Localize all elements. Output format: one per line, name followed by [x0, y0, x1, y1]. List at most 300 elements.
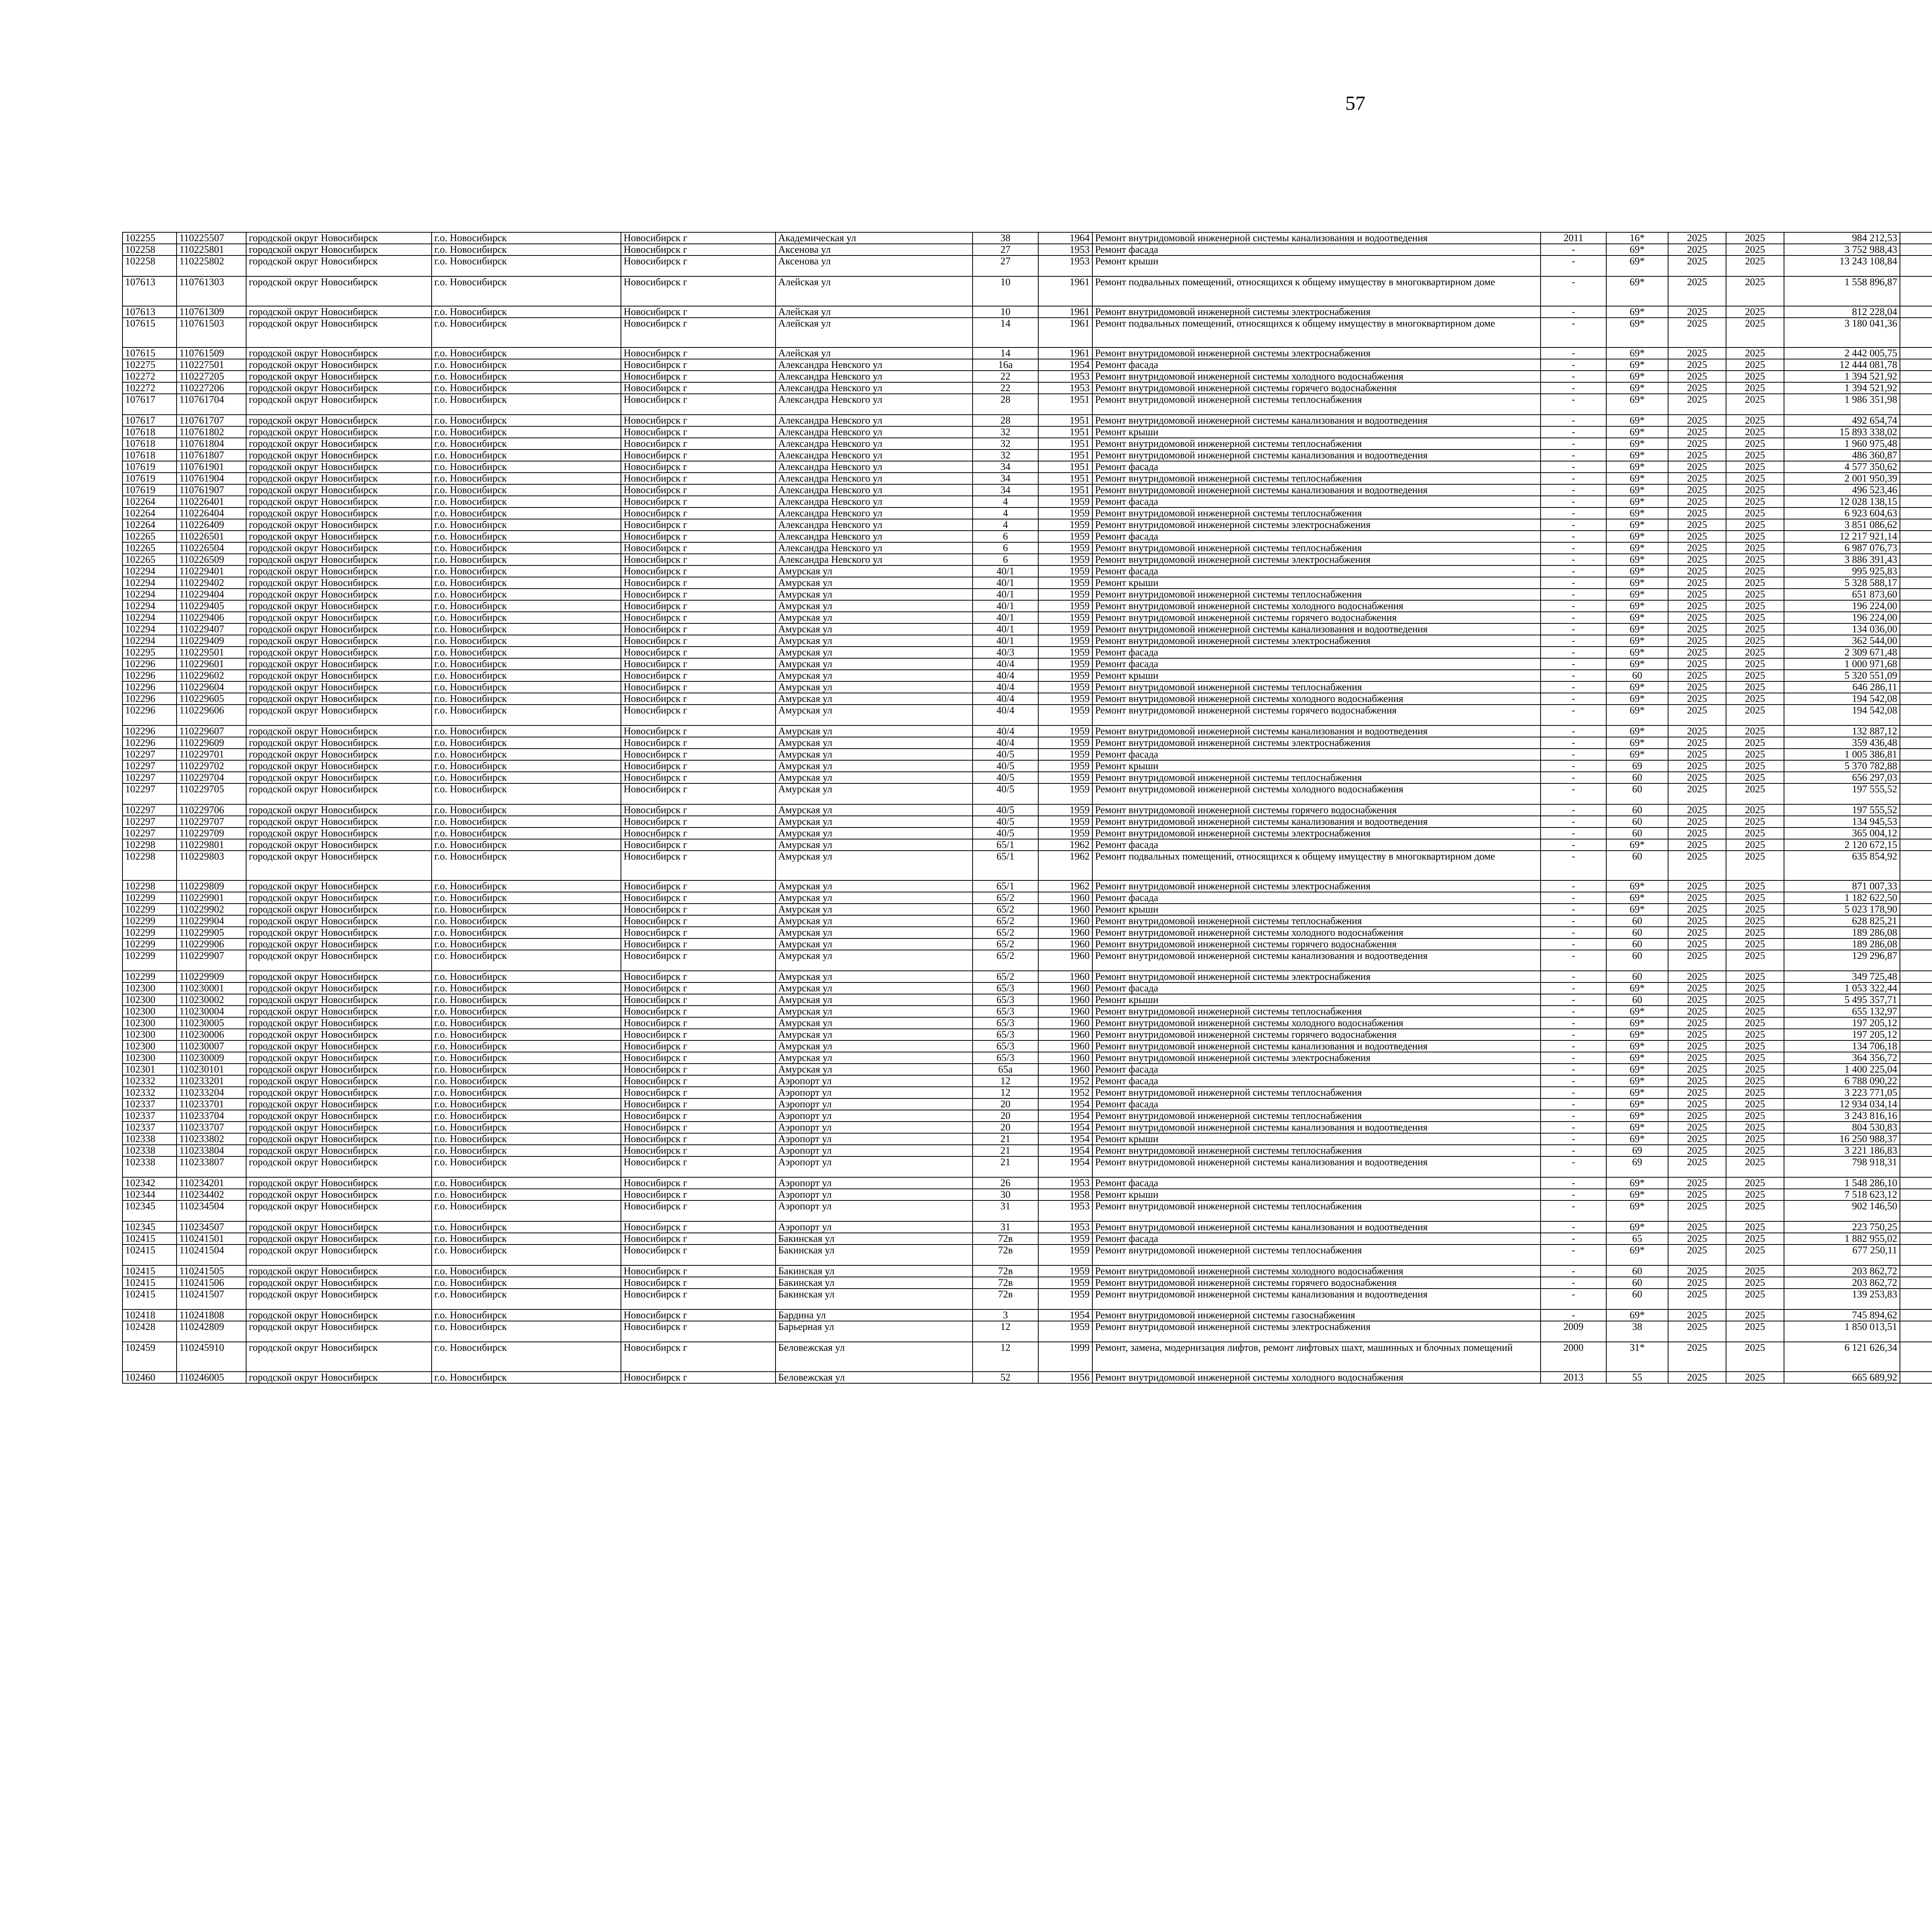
cell-house-number: 40/1 — [973, 635, 1038, 647]
cell-municipal-district: г.о. Новосибирск — [432, 371, 621, 382]
cell-work-type: Ремонт внутридомовой инженерной системы канализования и водоотведения — [1092, 484, 1541, 496]
cell-total-cost: 1 882 955,02 — [1784, 1233, 1900, 1245]
cell-wear-percent: 69* — [1606, 693, 1668, 705]
cell-house-id: 107619 — [122, 461, 177, 473]
cell-plan-year-end: 2025 — [1726, 1145, 1784, 1156]
cell-total-cost: 2 001 950,39 — [1784, 473, 1900, 484]
cell-municipality: городской округ Новосибирск — [246, 658, 432, 670]
cell-work-id: 110230007 — [177, 1040, 246, 1052]
cell-build-year: 1960 — [1038, 982, 1092, 994]
table-row — [122, 1200, 1932, 1221]
cell-build-year: 1960 — [1038, 892, 1092, 904]
table-row — [122, 473, 1932, 484]
cell-locality: Новосибирск г — [621, 507, 776, 519]
cell-locality: Новосибирск г — [621, 318, 776, 347]
cell-work-id: 110761707 — [177, 415, 246, 426]
cell-house-id: 102300 — [122, 1029, 177, 1040]
cell-locality: Новосибирск г — [621, 1040, 776, 1052]
cell-wear-percent: 69* — [1606, 371, 1668, 382]
cell-last-repair-year: - — [1541, 950, 1606, 971]
cell-plan-year-end: 2025 — [1726, 705, 1784, 725]
cell-street: Беловежская ул — [776, 1342, 973, 1372]
cell-work-id: 110761907 — [177, 484, 246, 496]
cell-work-id: 110229906 — [177, 938, 246, 950]
cell-plan-year-end: 2025 — [1726, 670, 1784, 681]
cell-street: Бакинская ул — [776, 1277, 973, 1289]
cell-plan-year-start: 2025 — [1668, 670, 1726, 681]
cell-house-number: 65а — [973, 1064, 1038, 1075]
cell-last-repair-year: - — [1541, 612, 1606, 623]
cell-house-number: 40/5 — [973, 816, 1038, 827]
cell-plan-year-start: 2025 — [1668, 772, 1726, 783]
table-row — [122, 507, 1932, 519]
cell-work-type: Ремонт внутридомовой инженерной системы теплоснабжения — [1092, 681, 1541, 693]
cell-street: Амурская ул — [776, 635, 973, 647]
cell-work-id: 110241506 — [177, 1277, 246, 1289]
cell-cost-fund — [1900, 1221, 1932, 1233]
cell-street: Алейская ул — [776, 318, 973, 347]
cell-locality: Новосибирск г — [621, 542, 776, 554]
cell-cost-fund — [1900, 658, 1932, 670]
cell-work-id: 110230006 — [177, 1029, 246, 1040]
cell-municipality: городской округ Новосибирск — [246, 892, 432, 904]
cell-last-repair-year: - — [1541, 681, 1606, 693]
cell-work-id: 110761904 — [177, 473, 246, 484]
cell-locality: Новосибирск г — [621, 1110, 776, 1122]
cell-plan-year-start: 2025 — [1668, 507, 1726, 519]
cell-plan-year-end: 2025 — [1726, 577, 1784, 589]
cell-work-id: 110761901 — [177, 461, 246, 473]
cell-work-id: 110229707 — [177, 816, 246, 827]
cell-last-repair-year: - — [1541, 531, 1606, 542]
cell-house-number: 3 — [973, 1309, 1038, 1321]
cell-house-id: 102298 — [122, 851, 177, 880]
cell-municipality: городской округ Новосибирск — [246, 839, 432, 851]
cell-house-number: 65/1 — [973, 880, 1038, 892]
cell-total-cost: 349 725,48 — [1784, 971, 1900, 982]
cell-work-type: Ремонт внутридомовой инженерной системы электроснабжения — [1092, 347, 1541, 359]
cell-work-id: 110761807 — [177, 449, 246, 461]
cell-wear-percent: 38 — [1606, 1321, 1668, 1342]
cell-house-id: 102297 — [122, 749, 177, 760]
cell-house-number: 28 — [973, 394, 1038, 415]
cell-last-repair-year: - — [1541, 347, 1606, 359]
cell-total-cost: 798 918,31 — [1784, 1156, 1900, 1177]
cell-house-id: 102415 — [122, 1277, 177, 1289]
cell-house-number: 65/2 — [973, 971, 1038, 982]
cell-wear-percent: 60 — [1606, 783, 1668, 804]
cell-last-repair-year: - — [1541, 318, 1606, 347]
cell-plan-year-start: 2025 — [1668, 804, 1726, 816]
cell-last-repair-year: - — [1541, 623, 1606, 635]
cell-house-number: 40/1 — [973, 623, 1038, 635]
table-row — [122, 1110, 1932, 1122]
cell-locality: Новосибирск г — [621, 496, 776, 507]
cell-last-repair-year: - — [1541, 839, 1606, 851]
cell-wear-percent: 69* — [1606, 600, 1668, 612]
cell-street: Амурская ул — [776, 971, 973, 982]
cell-street: Аэропорт ул — [776, 1200, 973, 1221]
table-row — [122, 1265, 1932, 1277]
cell-plan-year-start: 2025 — [1668, 306, 1726, 318]
cell-house-number: 38 — [973, 232, 1038, 244]
cell-municipal-district: г.о. Новосибирск — [432, 554, 621, 565]
cell-plan-year-end: 2025 — [1726, 461, 1784, 473]
cell-total-cost: 628 825,21 — [1784, 915, 1900, 927]
cell-build-year: 1962 — [1038, 851, 1092, 880]
cell-work-id: 110241504 — [177, 1245, 246, 1265]
cell-house-id: 102337 — [122, 1098, 177, 1110]
cell-municipal-district: г.о. Новосибирск — [432, 1098, 621, 1110]
cell-cost-fund — [1900, 1029, 1932, 1040]
table-row — [122, 347, 1932, 359]
cell-plan-year-start: 2025 — [1668, 892, 1726, 904]
cell-plan-year-end: 2025 — [1726, 647, 1784, 658]
cell-build-year: 1964 — [1038, 232, 1092, 244]
cell-house-number: 40/5 — [973, 772, 1038, 783]
cell-cost-fund — [1900, 426, 1932, 438]
cell-total-cost: 1 005 386,81 — [1784, 749, 1900, 760]
cell-work-type: Ремонт подвальных помещений, относящихся к общему имуществу в многоквартирном доме — [1092, 318, 1541, 347]
cell-municipality: городской округ Новосибирск — [246, 359, 432, 371]
cell-house-number: 12 — [973, 1321, 1038, 1342]
cell-house-number: 65/3 — [973, 1029, 1038, 1040]
cell-wear-percent: 69* — [1606, 347, 1668, 359]
table-row — [122, 255, 1932, 276]
cell-build-year: 1959 — [1038, 554, 1092, 565]
cell-build-year: 1960 — [1038, 950, 1092, 971]
cell-municipal-district: г.о. Новосибирск — [432, 232, 621, 244]
cell-cost-fund — [1900, 255, 1932, 276]
cell-plan-year-end: 2025 — [1726, 725, 1784, 737]
cell-municipality: городской округ Новосибирск — [246, 542, 432, 554]
cell-locality: Новосибирск г — [621, 554, 776, 565]
cell-wear-percent: 69* — [1606, 705, 1668, 725]
cell-street: Амурская ул — [776, 1052, 973, 1064]
cell-cost-fund — [1900, 670, 1932, 681]
cell-work-id: 110226504 — [177, 542, 246, 554]
cell-municipal-district: г.о. Новосибирск — [432, 577, 621, 589]
cell-house-number: 65/2 — [973, 904, 1038, 915]
cell-cost-fund — [1900, 1075, 1932, 1087]
cell-locality: Новосибирск г — [621, 1342, 776, 1372]
cell-street: Амурская ул — [776, 749, 973, 760]
cell-work-type: Ремонт крыши — [1092, 426, 1541, 438]
cell-plan-year-start: 2025 — [1668, 1233, 1726, 1245]
table-row — [122, 681, 1932, 693]
cell-municipal-district: г.о. Новосибирск — [432, 623, 621, 635]
cell-build-year: 1953 — [1038, 244, 1092, 255]
cell-work-id: 110229402 — [177, 577, 246, 589]
cell-total-cost: 871 007,33 — [1784, 880, 1900, 892]
cell-cost-fund — [1900, 647, 1932, 658]
cell-work-type: Ремонт внутридомовой инженерной системы электроснабжения — [1092, 1321, 1541, 1342]
cell-municipal-district: г.о. Новосибирск — [432, 827, 621, 839]
cell-house-number: 40/1 — [973, 589, 1038, 600]
cell-locality: Новосибирск г — [621, 647, 776, 658]
cell-work-id: 110229907 — [177, 950, 246, 971]
table-row — [122, 382, 1932, 394]
cell-house-id: 102299 — [122, 915, 177, 927]
cell-last-repair-year: - — [1541, 705, 1606, 725]
cell-house-number: 21 — [973, 1145, 1038, 1156]
cell-wear-percent: 69 — [1606, 760, 1668, 772]
cell-municipal-district: г.о. Новосибирск — [432, 647, 621, 658]
cell-locality: Новосибирск г — [621, 904, 776, 915]
table-row — [122, 1309, 1932, 1321]
cell-work-id: 110229705 — [177, 783, 246, 804]
cell-build-year: 1951 — [1038, 473, 1092, 484]
cell-total-cost: 1 850 013,51 — [1784, 1321, 1900, 1342]
cell-municipality: городской округ Новосибирск — [246, 415, 432, 426]
cell-total-cost: 2 309 671,48 — [1784, 647, 1900, 658]
cell-street: Амурская ул — [776, 589, 973, 600]
cell-municipal-district: г.о. Новосибирск — [432, 612, 621, 623]
cell-house-id: 102415 — [122, 1265, 177, 1277]
cell-plan-year-end: 2025 — [1726, 915, 1784, 927]
cell-municipality: городской округ Новосибирск — [246, 1156, 432, 1177]
cell-work-id: 110229704 — [177, 772, 246, 783]
table-row — [122, 647, 1932, 658]
cell-work-type: Ремонт внутридомовой инженерной системы горячего водоснабжения — [1092, 1277, 1541, 1289]
cell-municipal-district: г.о. Новосибирск — [432, 1309, 621, 1321]
cell-cost-fund — [1900, 1052, 1932, 1064]
cell-work-id: 110233807 — [177, 1156, 246, 1177]
cell-wear-percent: 60 — [1606, 915, 1668, 927]
cell-cost-fund — [1900, 542, 1932, 554]
cell-build-year: 1962 — [1038, 880, 1092, 892]
cell-total-cost: 196 224,00 — [1784, 612, 1900, 623]
cell-house-id: 107617 — [122, 415, 177, 426]
cell-plan-year-end: 2025 — [1726, 347, 1784, 359]
cell-last-repair-year: - — [1541, 1122, 1606, 1133]
cell-last-repair-year: - — [1541, 647, 1606, 658]
cell-wear-percent: 69* — [1606, 394, 1668, 415]
cell-plan-year-end: 2025 — [1726, 880, 1784, 892]
cell-build-year: 1952 — [1038, 1075, 1092, 1087]
cell-municipal-district: г.о. Новосибирск — [432, 1200, 621, 1221]
table-row — [122, 531, 1932, 542]
cell-house-number: 34 — [973, 473, 1038, 484]
cell-house-id: 102428 — [122, 1321, 177, 1342]
cell-wear-percent: 69* — [1606, 982, 1668, 994]
cell-municipal-district: г.о. Новосибирск — [432, 484, 621, 496]
cell-total-cost: 203 862,72 — [1784, 1277, 1900, 1289]
cell-municipal-district: г.о. Новосибирск — [432, 496, 621, 507]
cell-work-id: 110233701 — [177, 1098, 246, 1110]
cell-municipal-district: г.о. Новосибирск — [432, 772, 621, 783]
cell-build-year: 1959 — [1038, 647, 1092, 658]
cell-locality: Новосибирск г — [621, 749, 776, 760]
cell-work-type: Ремонт внутридомовой инженерной системы теплоснабжения — [1092, 438, 1541, 449]
cell-plan-year-end: 2025 — [1726, 415, 1784, 426]
cell-cost-fund — [1900, 244, 1932, 255]
cell-total-cost: 812 228,04 — [1784, 306, 1900, 318]
cell-plan-year-end: 2025 — [1726, 693, 1784, 705]
cell-locality: Новосибирск г — [621, 1265, 776, 1277]
cell-work-type: Ремонт внутридомовой инженерной системы электроснабжения — [1092, 971, 1541, 982]
cell-work-type: Ремонт внутридомовой инженерной системы горячего водоснабжения — [1092, 612, 1541, 623]
cell-build-year: 1959 — [1038, 760, 1092, 772]
cell-build-year: 1959 — [1038, 681, 1092, 693]
cell-street: Алейская ул — [776, 276, 973, 306]
cell-work-id: 110245910 — [177, 1342, 246, 1372]
cell-cost-fund — [1900, 772, 1932, 783]
cell-locality: Новосибирск г — [621, 232, 776, 244]
cell-build-year: 1960 — [1038, 915, 1092, 927]
cell-wear-percent: 69* — [1606, 880, 1668, 892]
cell-municipality: городской округ Новосибирск — [246, 1277, 432, 1289]
cell-municipality: городской округ Новосибирск — [246, 950, 432, 971]
cell-build-year: 1959 — [1038, 1233, 1092, 1245]
cell-total-cost: 1 548 286,10 — [1784, 1177, 1900, 1189]
cell-build-year: 1953 — [1038, 382, 1092, 394]
cell-work-id: 110226404 — [177, 507, 246, 519]
cell-work-type: Ремонт фасада — [1092, 496, 1541, 507]
cell-house-number: 40/4 — [973, 705, 1038, 725]
cell-street: Александра Невского ул — [776, 519, 973, 531]
cell-wear-percent: 69* — [1606, 276, 1668, 306]
cell-plan-year-end: 2025 — [1726, 1189, 1784, 1200]
table-row — [122, 496, 1932, 507]
cell-municipal-district: г.о. Новосибирск — [432, 1040, 621, 1052]
cell-total-cost: 1 986 351,98 — [1784, 394, 1900, 415]
cell-house-number: 65/2 — [973, 950, 1038, 971]
cell-street: Аэропорт ул — [776, 1098, 973, 1110]
cell-plan-year-start: 2025 — [1668, 1064, 1726, 1075]
cell-municipality: городской округ Новосибирск — [246, 725, 432, 737]
cell-last-repair-year: - — [1541, 1064, 1606, 1075]
cell-work-id: 110229406 — [177, 612, 246, 623]
cell-plan-year-end: 2025 — [1726, 1040, 1784, 1052]
cell-build-year: 1959 — [1038, 1321, 1092, 1342]
cell-work-type: Ремонт внутридомовой инженерной системы теплоснабжения — [1092, 1145, 1541, 1156]
cell-municipality: городской округ Новосибирск — [246, 255, 432, 276]
table-row — [122, 438, 1932, 449]
cell-plan-year-start: 2025 — [1668, 1145, 1726, 1156]
cell-house-id: 107618 — [122, 426, 177, 438]
cell-plan-year-end: 2025 — [1726, 484, 1784, 496]
cell-build-year: 1959 — [1038, 496, 1092, 507]
cell-municipal-district: г.о. Новосибирск — [432, 255, 621, 276]
cell-municipality: городской округ Новосибирск — [246, 737, 432, 749]
cell-house-id: 102296 — [122, 681, 177, 693]
cell-street: Амурская ул — [776, 839, 973, 851]
cell-build-year: 1951 — [1038, 426, 1092, 438]
cell-work-id: 110230101 — [177, 1064, 246, 1075]
cell-municipal-district: г.о. Новосибирск — [432, 318, 621, 347]
cell-plan-year-end: 2025 — [1726, 1029, 1784, 1040]
cell-cost-fund — [1900, 971, 1932, 982]
cell-wear-percent: 69* — [1606, 623, 1668, 635]
cell-wear-percent: 60 — [1606, 772, 1668, 783]
cell-wear-percent: 69 — [1606, 1156, 1668, 1177]
cell-cost-fund — [1900, 737, 1932, 749]
cell-municipality: городской округ Новосибирск — [246, 971, 432, 982]
cell-total-cost: 197 205,12 — [1784, 1029, 1900, 1040]
cell-total-cost: 5 495 357,71 — [1784, 994, 1900, 1006]
cell-total-cost: 15 893 338,02 — [1784, 426, 1900, 438]
cell-municipal-district: г.о. Новосибирск — [432, 971, 621, 982]
table-row — [122, 950, 1932, 971]
cell-plan-year-start: 2025 — [1668, 542, 1726, 554]
cell-wear-percent: 69* — [1606, 612, 1668, 623]
cell-municipal-district: г.о. Новосибирск — [432, 1006, 621, 1017]
cell-wear-percent: 65 — [1606, 1233, 1668, 1245]
cell-locality: Новосибирск г — [621, 1087, 776, 1098]
cell-plan-year-start: 2025 — [1668, 938, 1726, 950]
cell-municipality: городской округ Новосибирск — [246, 1265, 432, 1277]
cell-municipality: городской округ Новосибирск — [246, 1098, 432, 1110]
cell-wear-percent: 69* — [1606, 318, 1668, 347]
cell-municipality: городской округ Новосибирск — [246, 760, 432, 772]
cell-house-id: 102265 — [122, 542, 177, 554]
cell-street: Амурская ул — [776, 1017, 973, 1029]
cell-total-cost: 677 250,11 — [1784, 1245, 1900, 1265]
cell-house-id: 102272 — [122, 371, 177, 382]
cell-plan-year-start: 2025 — [1668, 1006, 1726, 1017]
cell-total-cost: 5 320 551,09 — [1784, 670, 1900, 681]
cell-street: Бакинская ул — [776, 1233, 973, 1245]
cell-plan-year-end: 2025 — [1726, 565, 1784, 577]
cell-work-type: Ремонт фасада — [1092, 1177, 1541, 1189]
cell-house-number: 30 — [973, 1189, 1038, 1200]
cell-house-id: 102297 — [122, 804, 177, 816]
cell-municipality: городской округ Новосибирск — [246, 705, 432, 725]
table-row — [122, 705, 1932, 725]
cell-work-type: Ремонт внутридомовой инженерной системы горячего водоснабжения — [1092, 938, 1541, 950]
cell-last-repair-year: - — [1541, 816, 1606, 827]
cell-last-repair-year: - — [1541, 484, 1606, 496]
cell-municipal-district: г.о. Новосибирск — [432, 1189, 621, 1200]
cell-last-repair-year: - — [1541, 851, 1606, 880]
cell-total-cost: 129 296,87 — [1784, 950, 1900, 971]
cell-municipality: городской округ Новосибирск — [246, 426, 432, 438]
table-row — [122, 982, 1932, 994]
table-row — [122, 725, 1932, 737]
cell-wear-percent: 69* — [1606, 1245, 1668, 1265]
cell-house-number: 12 — [973, 1087, 1038, 1098]
cell-municipal-district: г.о. Новосибирск — [432, 438, 621, 449]
cell-build-year: 1959 — [1038, 600, 1092, 612]
cell-house-number: 27 — [973, 255, 1038, 276]
cell-plan-year-end: 2025 — [1726, 1277, 1784, 1289]
cell-total-cost: 197 555,52 — [1784, 804, 1900, 816]
cell-work-type: Ремонт внутридомовой инженерной системы газоснабжения — [1092, 1309, 1541, 1321]
cell-plan-year-end: 2025 — [1726, 612, 1784, 623]
cell-build-year: 1954 — [1038, 1110, 1092, 1122]
cell-last-repair-year: - — [1541, 473, 1606, 484]
cell-house-number: 65/3 — [973, 994, 1038, 1006]
cell-total-cost: 655 132,97 — [1784, 1006, 1900, 1017]
cell-work-type: Ремонт фасада — [1092, 1233, 1541, 1245]
table-row — [122, 577, 1932, 589]
cell-plan-year-end: 2025 — [1726, 927, 1784, 938]
cell-house-number: 65/3 — [973, 1040, 1038, 1052]
cell-locality: Новосибирск г — [621, 1245, 776, 1265]
cell-house-number: 12 — [973, 1075, 1038, 1087]
cell-locality: Новосибирск г — [621, 484, 776, 496]
cell-cost-fund — [1900, 851, 1932, 880]
cell-municipal-district: г.о. Новосибирск — [432, 994, 621, 1006]
cell-total-cost: 194 542,08 — [1784, 693, 1900, 705]
cell-house-id: 102299 — [122, 938, 177, 950]
cell-municipality: городской округ Новосибирск — [246, 600, 432, 612]
cell-municipality: городской округ Новосибирск — [246, 1110, 432, 1122]
cell-locality: Новосибирск г — [621, 359, 776, 371]
cell-total-cost: 12 444 081,78 — [1784, 359, 1900, 371]
cell-locality: Новосибирск г — [621, 1221, 776, 1233]
